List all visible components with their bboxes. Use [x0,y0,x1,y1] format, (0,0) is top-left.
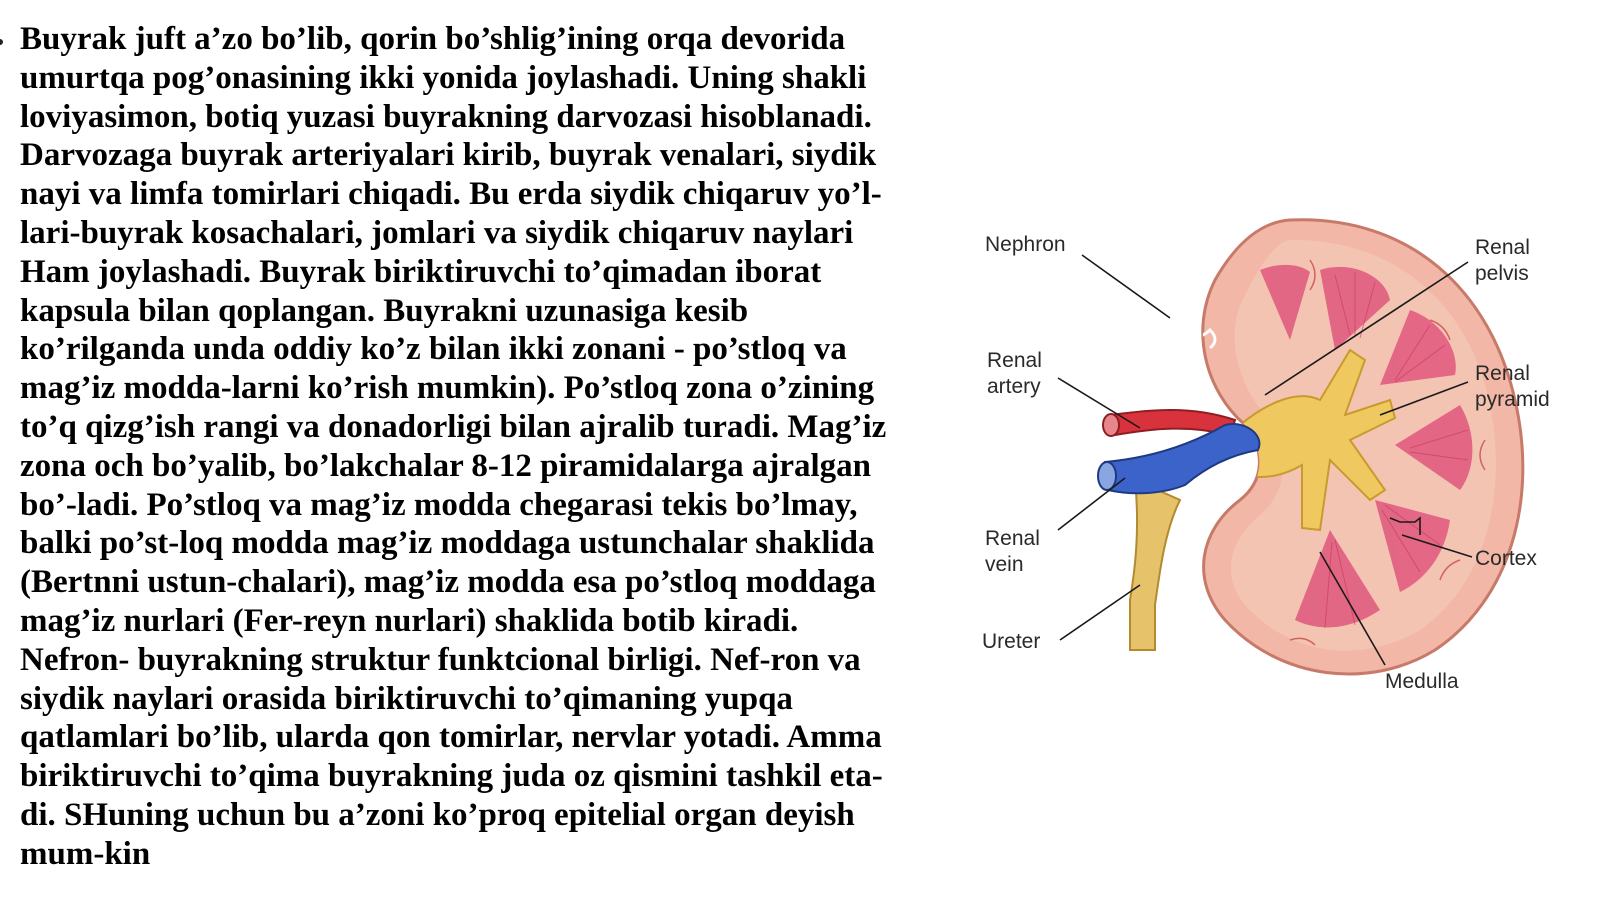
text-line: Darvozaga buyrak arteriyalari kirib, buyrak venalari, siydik [20,137,877,174]
text-line: zona och bo’yalib, bo’lakchalar 8-12 piramidalarga ajralgan [20,447,872,484]
label-renal-pelvis-line2: pelvis [1475,262,1529,285]
text-line: kapsula bilan qoplangan. Buyrakni uzunasiga kesib [20,292,749,329]
label-cortex: Cortex [1475,547,1537,570]
text-line: mag’iz modda-larni ko’rish mumkin). Po’stloq zona o’zining [20,370,875,407]
text-line: biriktiruvchi to’qima buyrakning juda oz qismini tashkil eta- [20,758,883,795]
text-line: to’q qizg’ish rangi va donadorligi bilan ajralib turadi. Mag’iz [20,408,887,445]
label-renal-pelvis-line1: Renal [1475,236,1530,259]
text-line: mag’iz nurlari (Fer-reyn nurlari) shaklida botib kiradi. [20,602,799,639]
text-line: nayi va limfa tomirlari chiqadi. Bu erda siydik chiqaruv yo’l- [20,176,882,213]
text-line: lari-buyrak kosachalari, jomlari va siydik chiqaruv naylari [20,214,854,251]
text-line: qatlamlari bo’lib, ularda qon tomirlar, nervlar yotadi. Amma [20,719,882,756]
label-renal-vein-line2: vein [985,553,1024,576]
paragraph-text [20,20,995,874]
label-renal-artery-line1: Renal [987,349,1042,372]
text-line: Buyrak juft a’zo bo’lib, qorin bo’shlig’ining orqa devorida [20,21,846,57]
text-line: Nefron- buyrakning struktur funktcional birligi. Nef-ron va [20,641,861,678]
kidney-illustration [982,200,1600,720]
label-ureter: Ureter [982,630,1041,653]
label-renal-artery-line2: artery [987,375,1041,398]
label-renal-vein-line1: Renal [985,527,1040,550]
label-renal-pyramid-line2: pyramid [1475,388,1550,411]
renal-vein [1105,424,1259,493]
label-nephron: Nephron [985,233,1066,256]
text-line: loviyasimon, botiq yuzasi buyrakning darvozasi hisoblanadi. [20,98,872,135]
text-line: di. SHuning uchun bu a’zoni ko’proq epitelial organ deyish [20,796,855,833]
text-line: ko’rilganda unda oddiy ko’z bilan ikki zonani - po’stloq va [20,331,847,368]
bullet-marker [0,39,3,45]
text-line: siydik naylari orasida biriktiruvchi to’qimaning yupqa [20,680,793,717]
text-line: (Bertnni ustun-chalari), mag’iz modda esa po’stloq moddaga [20,564,876,601]
label-renal-pyramid-line1: Renal [1475,362,1530,385]
text-line: mum-kin [20,835,151,872]
label-medulla: Medulla [1385,670,1459,693]
text-line: umurtqa pog’onasining ikki yonida joylashadi. Uning shakli [20,59,867,96]
text-line: bo’-ladi. Po’stloq va mag’iz modda chegarasi tekis bo’lmay, [20,486,858,523]
kidney-diagram [982,200,1600,720]
text-line: Ham joylashadi. Buyrak biriktiruvchi to’qimadan iborat [20,253,822,290]
text-line: balki po’st-loq modda mag’iz moddaga ustunchalar shaklida [20,525,875,562]
ureter-tube [1130,480,1180,650]
